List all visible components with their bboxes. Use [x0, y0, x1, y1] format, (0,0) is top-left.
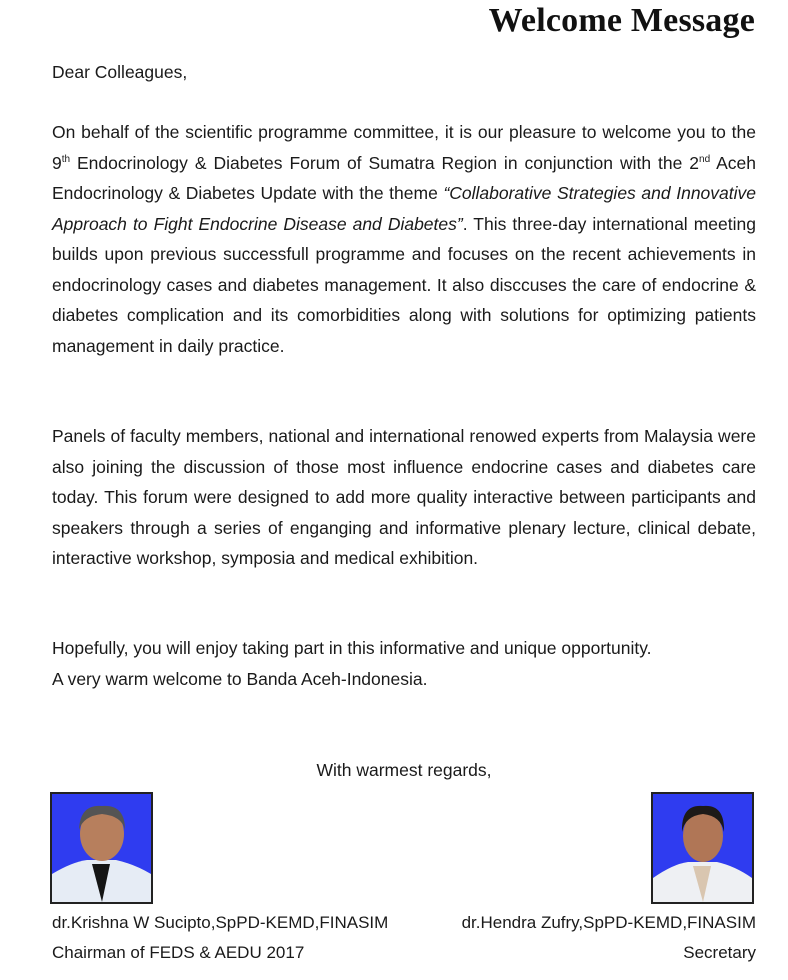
secretary-photo — [651, 792, 754, 904]
paragraph-intro — [52, 117, 756, 361]
ordinal-sup: th — [61, 153, 71, 165]
text: On behalf of the scientific programme committee, it is our pleasure to welcome you to the 9 — [52, 122, 756, 173]
closing-line-2: A very warm welcome to Banda Aceh-Indonesia. — [52, 668, 428, 689]
closing-line-1: Hopefully, you will enjoy taking part in this informative and unique opportunity. — [52, 638, 652, 658]
portrait-icon — [653, 794, 752, 902]
signature-secretary — [462, 908, 756, 968]
text: Endocrinology & Diabetes Forum of Sumatra Region in conjunction with the 2 — [70, 152, 700, 173]
signatory-name: dr.Hendra Zufry,SpPD-KEMD,FINASIM — [461, 913, 756, 932]
signatory-name: dr.Krishna W Sucipto,SpPD-KEMD,FINASIM — [52, 913, 389, 932]
theme-text: “Collaborative Strategies and Innovative Approach to Fight Endocrine Disease and Diabetes” — [52, 183, 756, 234]
text: . This three-day international meeting builds upon previous successfull programme and focuses on the recent achievements in endocrinology cases and diabetes management. It also disccuses the care of endocrine & diabetes complication and its comorbidities along with solutions for optimizing patients management in daily practice. — [52, 213, 756, 356]
paragraph-panels: Panels of faculty members, national and international renowed experts from Malaysia were also joining the discussion of those most influence endocrine cases and diabetes care today. This forum were designed to add more quality interactive between participants and speakers through a series of enganging and informative plenary lecture, clinical debate, interactive workshop, symposia and medical exhibition. — [52, 426, 756, 568]
signatory-role: Chairman of FEDS & AEDU 2017 — [52, 943, 305, 962]
signature-chairman — [52, 908, 388, 968]
portrait-icon — [52, 794, 151, 902]
paragraph-closing — [52, 633, 756, 694]
text: Aceh Endocrinology & Diabetes Update with the theme — [52, 152, 756, 203]
chairman-photo — [50, 792, 153, 904]
signatory-role: Secretary — [683, 943, 756, 962]
salutation: Dear Colleagues, — [52, 62, 188, 82]
page-title: Welcome Message — [488, 2, 755, 39]
regards: With warmest regards, — [316, 760, 492, 780]
ordinal-sup: nd — [699, 153, 711, 165]
